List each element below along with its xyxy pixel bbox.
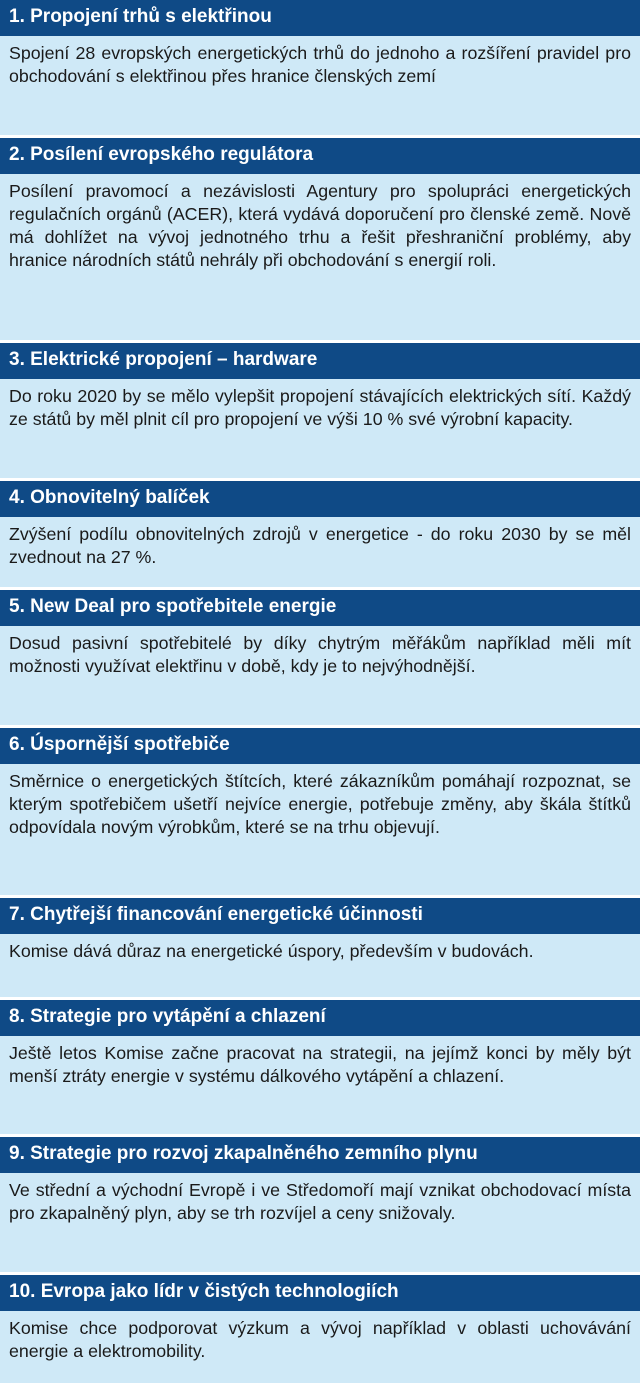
section-5-title: 5. New Deal pro spotřebitele energie <box>0 590 640 626</box>
section-10-text: Komise chce podporovat výzkum a vývoj například v oblasti uchovávání energie a elektromobility. <box>9 1318 631 1361</box>
section-1-text: Spojení 28 evropských energetických trhů do jednoho a rozšíření pravidel pro obchodování s elektřinou přes hranice členských zemí <box>9 43 631 86</box>
section-2-title: 2. Posílení evropského regulátora <box>0 138 640 174</box>
section-4-text: Zvýšení podílu obnovitelných zdrojů v energetice - do roku 2030 by se měl zvednout na 27 %. <box>9 524 631 567</box>
section-6-text: Směrnice o energetických štítcích, které zákazníkům pomáhají rozpoznat, se kterým spotřebičem ušetří nejvíce energie, potřebuje změny, aby škála štítků odpovídala novým výrobkům, které se na trhu objevují. <box>9 771 631 837</box>
section-7-text: Komise dává důraz na energetické úspory, především v budovách. <box>9 941 534 961</box>
section-9-title: 9. Strategie pro rozvoj zkapalněného zemního plynu <box>0 1137 640 1173</box>
section-9-text: Ve střední a východní Evropě i ve Středomoří mají vznikat obchodovací místa pro zkapalněný plyn, aby se trh rozvíjel a ceny snižovaly. <box>9 1180 631 1223</box>
section-3-text: Do roku 2020 by se mělo vylepšit propojení stávajících elektrických sítí. Každý ze států by měl plnit cíl pro propojení ve výši 10 % své výrobní kapacity. <box>9 386 631 429</box>
section-7-title: 7. Chytřejší financování energetické účinnosti <box>0 898 640 934</box>
section-5-text: Dosud pasivní spotřebitelé by díky chytrým měřákům například měli mít možnosti využívat elektřinu v době, kdy je to nejvýhodnější. <box>9 633 631 676</box>
section-8-title: 8. Strategie pro vytápění a chlazení <box>0 1000 640 1036</box>
section-3-title: 3. Elektrické propojení – hardware <box>0 343 640 379</box>
section-4-title: 4. Obnovitelný balíček <box>0 481 640 517</box>
section-6-title: 6. Úspornější spotřebiče <box>0 728 640 764</box>
section-10-title: 10. Evropa jako lídr v čistých technologiích <box>0 1275 640 1311</box>
section-1-title: 1. Propojení trhů s elektřinou <box>0 0 640 36</box>
section-8-text: Ještě letos Komise začne pracovat na strategii, na jejímž konci by měly být menší ztráty energie v systému dálkového vytápění a chlazení. <box>9 1043 631 1086</box>
section-2-text: Posílení pravomocí a nezávislosti Agentury pro spolupráci energetických regulačních orgánů (ACER), která vydává doporučení pro členské země. Nově má dohlížet na vývoj jednotného trhu a řešit přeshraniční problémy, aby hranice národních států nehrály při obchodování s energií roli. <box>9 181 631 270</box>
